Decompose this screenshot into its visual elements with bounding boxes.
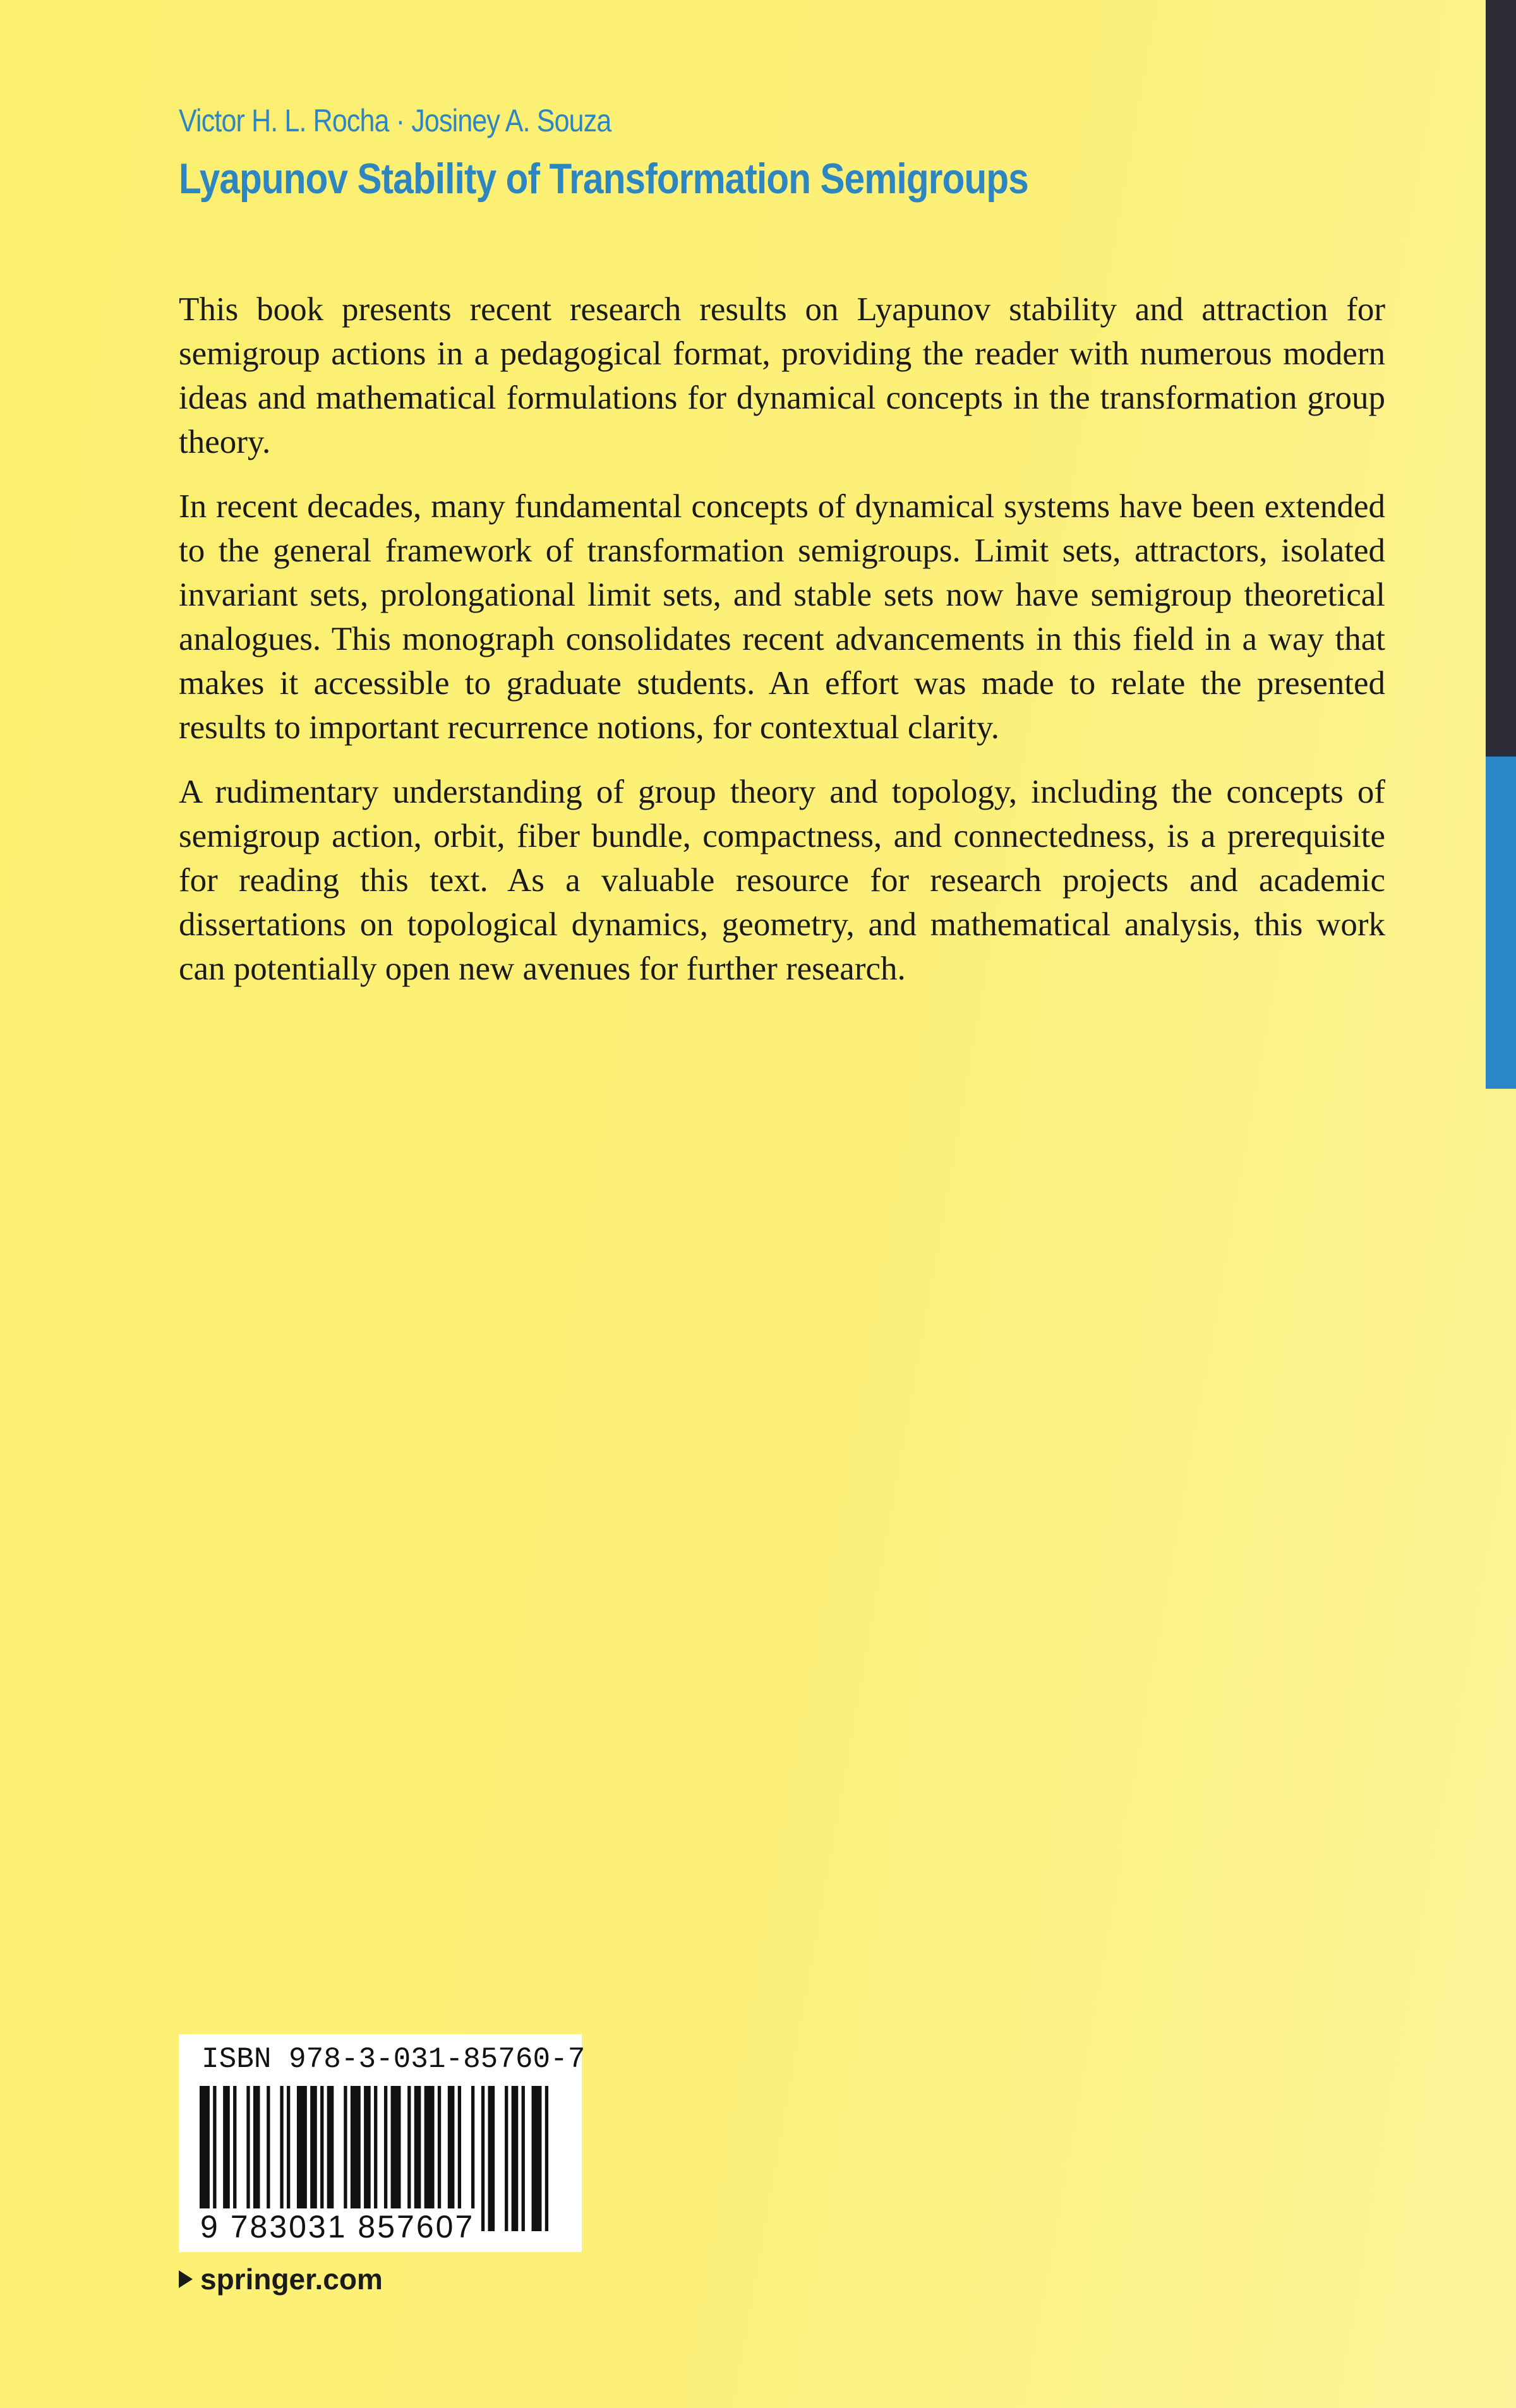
arrow-right-icon (179, 2270, 193, 2288)
blurb-text (179, 287, 1385, 1011)
barcode-digits: 9 783031 857607 (198, 2208, 477, 2245)
blurb-paragraph-2: In recent decades, many fundamental concepts of dynamical systems have been extended to the general framework of transformation semigroups. Limit sets, attractors, isolated invariant sets, prolongational limit sets, and stable sets now have semigroup theoretical analogues. This monograph consolidates recent advancements in this field in a way that makes it accessible to graduate students. An effort was made to relate the presented results to important recurrence notions, for contextual clarity. (179, 488, 1385, 746)
authors-line: Victor H. L. Rocha · Josiney A. Souza (179, 103, 611, 138)
spine-dark-band (1486, 0, 1516, 757)
publisher-link-label: springer.com (200, 2263, 383, 2296)
spine-blue-band (1486, 757, 1516, 1089)
blurb-paragraph-1: This book presents recent research results on Lyapunov stability and attraction for semigroup actions in a pedagogical format, providing the reader with numerous modern ideas and mathematical formulations for dynamical concepts in the transformation group theory. (179, 291, 1385, 460)
book-title: Lyapunov Stability of Transformation Semigroups (179, 155, 1028, 203)
isbn-label: ISBN 978-3-031-85760-7 (202, 2043, 586, 2076)
publisher-link[interactable] (179, 2262, 383, 2296)
barcode-panel (179, 2034, 586, 2252)
blurb-paragraph-3: A rudimentary understanding of group theory and topology, including the concepts of semigroup action, orbit, fiber bundle, compactness, and connectedness, is a prerequisite for reading this text. As a valuable resource for research projects and academic dissertations on topological dynamics, geometry, and mathematical analysis, this work can potentially open new avenues for further research. (179, 774, 1385, 987)
